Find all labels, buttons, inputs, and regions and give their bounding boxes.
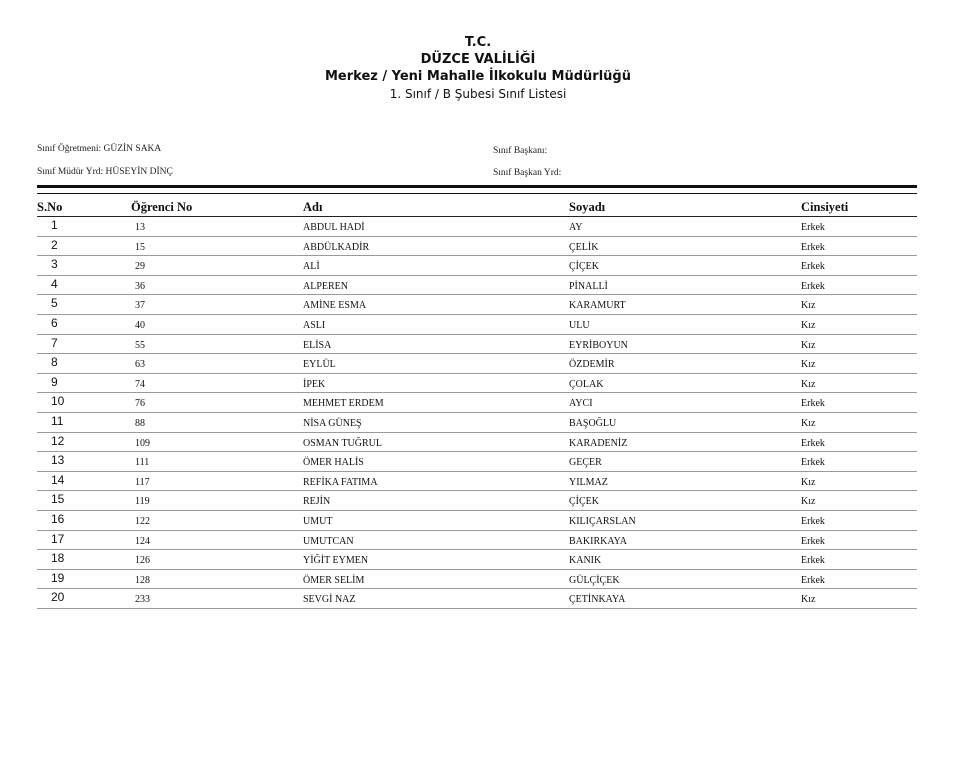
table-row: [37, 335, 917, 355]
cell-name: ABDÜLKADİR: [303, 241, 370, 253]
cell-name: SEVGİ NAZ: [303, 594, 356, 606]
cell-gender: Kız: [801, 319, 816, 331]
cell-gender: Kız: [801, 300, 816, 312]
cell-name: OSMAN TUĞRUL: [303, 437, 382, 449]
cell-surname: ÇOLAK: [569, 378, 604, 390]
cell-no: 19: [51, 570, 65, 585]
header-divider-thick: [37, 185, 917, 188]
cell-student-no: 40: [135, 319, 145, 331]
cell-no: 12: [51, 433, 65, 448]
cell-gender: Kız: [801, 496, 816, 508]
cell-gender: Erkek: [801, 241, 825, 253]
cell-name: REJİN: [303, 496, 331, 508]
teacher-label: Sınıf Öğretmeni: GÜZİN SAKA: [37, 144, 162, 154]
cell-surname: ÇELİK: [569, 241, 599, 253]
cell-surname: GEÇER: [569, 457, 602, 469]
cell-no: 9: [51, 374, 58, 389]
cell-no: 3: [51, 257, 58, 272]
cell-name: ALİ: [303, 261, 320, 273]
cell-name: İPEK: [303, 378, 326, 390]
table-row: [37, 570, 917, 590]
cell-no: 20: [51, 590, 65, 605]
header-line-tc: T.C.: [464, 35, 492, 50]
cell-student-no: 128: [135, 574, 150, 586]
cell-no: 16: [51, 511, 65, 526]
cell-gender: Erkek: [801, 574, 825, 586]
table-row: [37, 256, 917, 276]
table-row: [37, 511, 917, 531]
cell-student-no: 109: [135, 437, 150, 449]
cell-gender: Kız: [801, 594, 816, 606]
cell-gender: Kız: [801, 417, 816, 429]
cell-gender: Erkek: [801, 457, 825, 469]
cell-surname: AYCI: [569, 398, 593, 410]
cell-student-no: 74: [135, 378, 145, 390]
cell-gender: Kız: [801, 339, 816, 351]
table-header-row: [37, 198, 917, 217]
table-body: [37, 217, 917, 609]
cell-no: 4: [51, 276, 58, 291]
cell-surname: BAŞOĞLU: [569, 417, 617, 429]
cell-student-no: 37: [135, 300, 145, 312]
header-line-class-list: 1. Sınıf / B Şubesi Sınıf Listesi: [389, 87, 567, 101]
cell-name: YİĞİT EYMEN: [303, 555, 369, 567]
cell-student-no: 233: [135, 594, 150, 606]
cell-name: ELİSA: [303, 339, 332, 351]
cell-surname: KANIK: [569, 555, 602, 567]
table-row: [37, 217, 917, 237]
table-row: [37, 472, 917, 492]
cell-no: 13: [51, 453, 65, 468]
cell-no: 1: [51, 218, 58, 232]
cell-student-no: 55: [135, 339, 145, 351]
cell-student-no: 126: [135, 555, 150, 567]
cell-gender: Erkek: [801, 398, 825, 410]
header-line-school: Merkez / Yeni Mahalle İlkokulu Müdürlüğü: [324, 69, 631, 84]
table-row: [37, 276, 917, 296]
cell-student-no: 76: [135, 398, 145, 410]
cell-no: 15: [51, 492, 65, 507]
header-line-governorship: DÜZCE VALİLİĞİ: [420, 52, 536, 67]
cell-surname: ÖZDEMİR: [569, 359, 615, 371]
cell-name: ABDUL HADİ: [303, 222, 365, 233]
column-header-student-no: Öğrenci No: [131, 200, 193, 214]
cell-no: 2: [51, 237, 58, 252]
cell-student-no: 88: [135, 417, 145, 429]
cell-name: ALPEREN: [303, 280, 348, 292]
cell-no: 6: [51, 315, 58, 330]
cell-surname: ÇİÇEK: [569, 496, 599, 508]
header-divider-thin: [37, 193, 917, 194]
cell-surname: GÜLÇİÇEK: [569, 574, 620, 586]
cell-no: 5: [51, 296, 58, 311]
table-row: [37, 550, 917, 570]
cell-name: MEHMET ERDEM: [303, 398, 384, 410]
cell-gender: Erkek: [801, 555, 825, 567]
class-vice-president-label: Sınıf Başkan Yrd:: [493, 168, 562, 178]
cell-surname: ÇETİNKAYA: [569, 594, 626, 606]
table-row: [37, 589, 917, 609]
cell-name: UMUTCAN: [303, 535, 354, 547]
cell-student-no: 111: [135, 457, 150, 469]
cell-gender: Kız: [801, 359, 816, 371]
cell-surname: YILMAZ: [569, 476, 608, 488]
student-table: [37, 198, 917, 609]
cell-surname: PİNALLİ: [569, 280, 608, 292]
cell-name: AMİNE ESMA: [303, 300, 367, 312]
cell-gender: Erkek: [801, 437, 825, 449]
cell-name: UMUT: [303, 515, 333, 527]
cell-no: 14: [51, 472, 65, 487]
cell-gender: Erkek: [801, 535, 825, 547]
cell-no: 7: [51, 335, 58, 350]
cell-name: EYLÜL: [303, 359, 336, 371]
cell-surname: KILIÇARSLAN: [569, 515, 636, 527]
table-row: [37, 531, 917, 551]
cell-student-no: 119: [135, 496, 150, 508]
cell-gender: Kız: [801, 476, 816, 488]
cell-no: 11: [51, 413, 64, 428]
cell-student-no: 63: [135, 359, 145, 371]
cell-no: 17: [51, 531, 65, 546]
cell-surname: KARADENİZ: [569, 437, 628, 449]
cell-student-no: 15: [135, 241, 145, 253]
cell-gender: Erkek: [801, 261, 825, 273]
table-row: [37, 491, 917, 511]
column-header-name: Adı: [303, 200, 323, 214]
cell-student-no: 36: [135, 280, 145, 292]
cell-no: 10: [51, 394, 65, 409]
cell-name: ÖMER HALİS: [303, 457, 364, 469]
table-row: [37, 413, 917, 433]
cell-student-no: 122: [135, 515, 150, 527]
table-row: [37, 433, 917, 453]
cell-student-no: 124: [135, 535, 150, 547]
cell-no: 8: [51, 355, 58, 370]
column-header-gender: Cinsiyeti: [801, 200, 849, 214]
cell-no: 18: [51, 551, 65, 566]
cell-gender: Kız: [801, 378, 816, 390]
table-row: [37, 374, 917, 394]
table-row: [37, 393, 917, 413]
cell-gender: Erkek: [801, 222, 825, 233]
cell-surname: KARAMURT: [569, 300, 626, 312]
cell-surname: AY: [569, 222, 583, 233]
column-header-surname: Soyadı: [569, 200, 606, 214]
cell-gender: Erkek: [801, 280, 825, 292]
cell-name: ÖMER SELİM: [303, 574, 365, 586]
table-row: [37, 295, 917, 315]
cell-name: ASLI: [303, 319, 326, 331]
cell-student-no: 117: [135, 476, 150, 488]
cell-surname: ÇİÇEK: [569, 261, 599, 273]
document-header: [0, 34, 956, 103]
cell-surname: BAKIRKAYA: [569, 535, 627, 547]
table-row: [37, 315, 917, 335]
class-president-label: Sınıf Başkanı:: [493, 146, 548, 156]
cell-surname: EYRİBOYUN: [569, 339, 628, 351]
vice-principal-label: Sınıf Müdür Yrd: HÜSEYİN DİNÇ: [37, 167, 173, 177]
cell-name: NİSA GÜNEŞ: [303, 417, 362, 429]
cell-student-no: 29: [135, 261, 145, 273]
cell-name: REFİKA FATIMA: [303, 476, 378, 488]
column-header-no: S.No: [37, 200, 63, 214]
table-row: [37, 452, 917, 472]
cell-surname: ULU: [569, 319, 590, 331]
cell-gender: Erkek: [801, 515, 825, 527]
table-row: [37, 354, 917, 374]
table-row: [37, 237, 917, 257]
cell-student-no: 13: [135, 222, 145, 233]
